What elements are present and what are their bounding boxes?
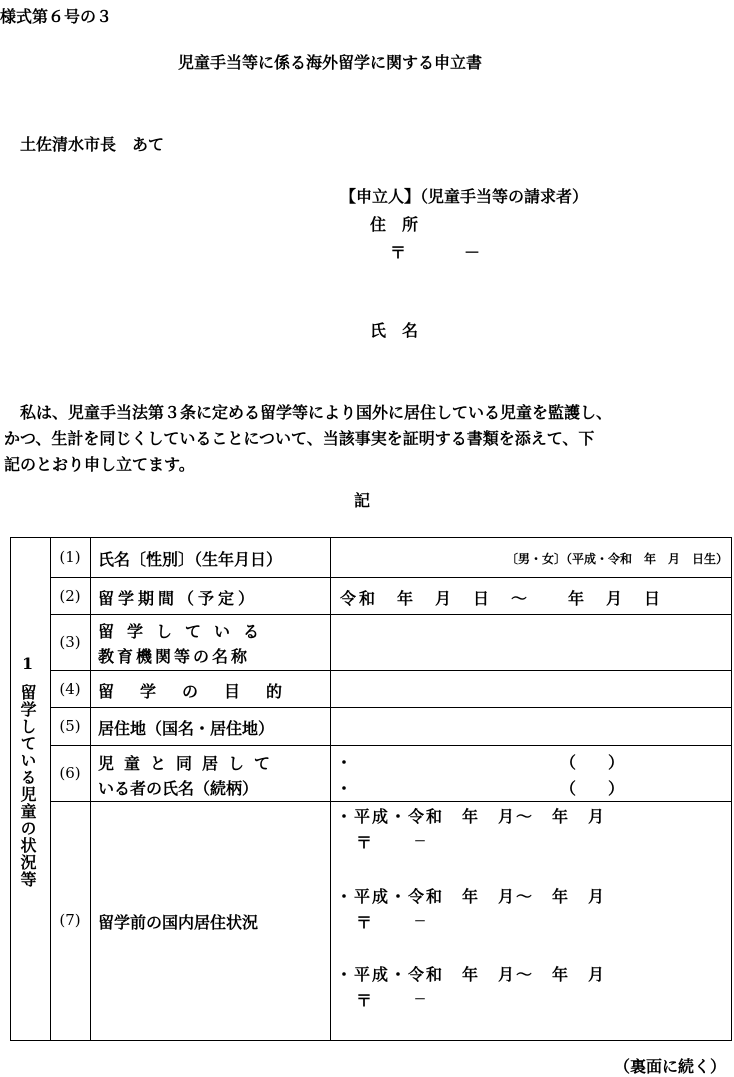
row-7-postal-2: 〒 [356,913,373,932]
row-5-number: (5) [59,717,81,735]
addressee: 土佐清水市長 あて [20,135,165,154]
document-title: 児童手当等に係る海外留学に関する申立書 [178,53,483,72]
row-4-number: (4) [59,680,81,698]
row-1-label: 氏名〔性別〕（生年月日） [98,550,283,569]
row-7-number: (7) [59,911,81,929]
row-3-label-line-2: 教育機関等の名称 [98,647,251,666]
statement-line-3: 記のとおり申し立てます。 [4,455,195,474]
continued-note: （裏面に続く） [614,1057,727,1076]
row-7-postal-1: 〒 [356,833,373,852]
row-7-label: 留学前の国内居住状況 [98,913,259,932]
section-label: 留学している児童の状況等 [18,684,37,888]
form-number: 様式第６号の３ [0,7,113,26]
ki-label: 記 [354,491,371,510]
row-3-label-line-1: 留学している [98,622,273,641]
row-6-label-line-2: いる者の氏名（続柄） [98,779,259,798]
row-4-label: 留学の目的 [98,682,309,701]
address-label: 住 所 [370,215,419,234]
row-7-postal-3: 〒 [356,991,373,1010]
row-6-bullet-1: ・ [336,753,353,772]
applicant-postal-mark: 〒 [390,243,407,262]
applicant-heading: 【申立人】（児童手当等の請求者） [340,187,589,206]
row-1-number: (1) [59,548,81,566]
row-1-value: 〔男・女〕（平成・令和 年 月 日生） [506,552,729,566]
row-2-number: (2) [59,587,81,605]
row-6-number: (6) [59,764,81,782]
statement-line-2: かつ、生計を同じくしていることについて、当該事実を証明する書類を添えて、下 [4,429,595,448]
row-6-paren-2: （ ） [560,779,625,798]
row-7-postal-dash-1: － [414,834,427,848]
row-7-postal-dash-2: － [414,914,427,928]
row-5-label: 居住地（国名・居住地） [98,719,275,738]
applicant-postal-dash: － [464,243,481,262]
name-label: 氏 名 [370,321,419,340]
row-2-label: 留学期間（予定） [98,589,259,608]
row-3-number: (3) [59,633,81,651]
row-6-label-line-1: 児童と同居して [98,754,281,773]
row-7-entry-1: ・平成・令和 年 月～ 年 月 [336,807,607,826]
section-number: 1 [22,654,34,673]
row-7-entry-2: ・平成・令和 年 月～ 年 月 [336,887,607,906]
row-6-bullet-2: ・ [336,779,353,798]
row-6-paren-1: （ ） [560,753,625,772]
row-7-postal-dash-3: － [414,992,427,1006]
statement-line-1: 私は、児童手当法第３条に定める留学等により国外に居住している児童を監護し、 [20,403,613,422]
row-7-entry-3: ・平成・令和 年 月～ 年 月 [336,965,607,984]
row-2-value: 令和 年 月 日 ～ 年 月 日 [340,589,664,608]
